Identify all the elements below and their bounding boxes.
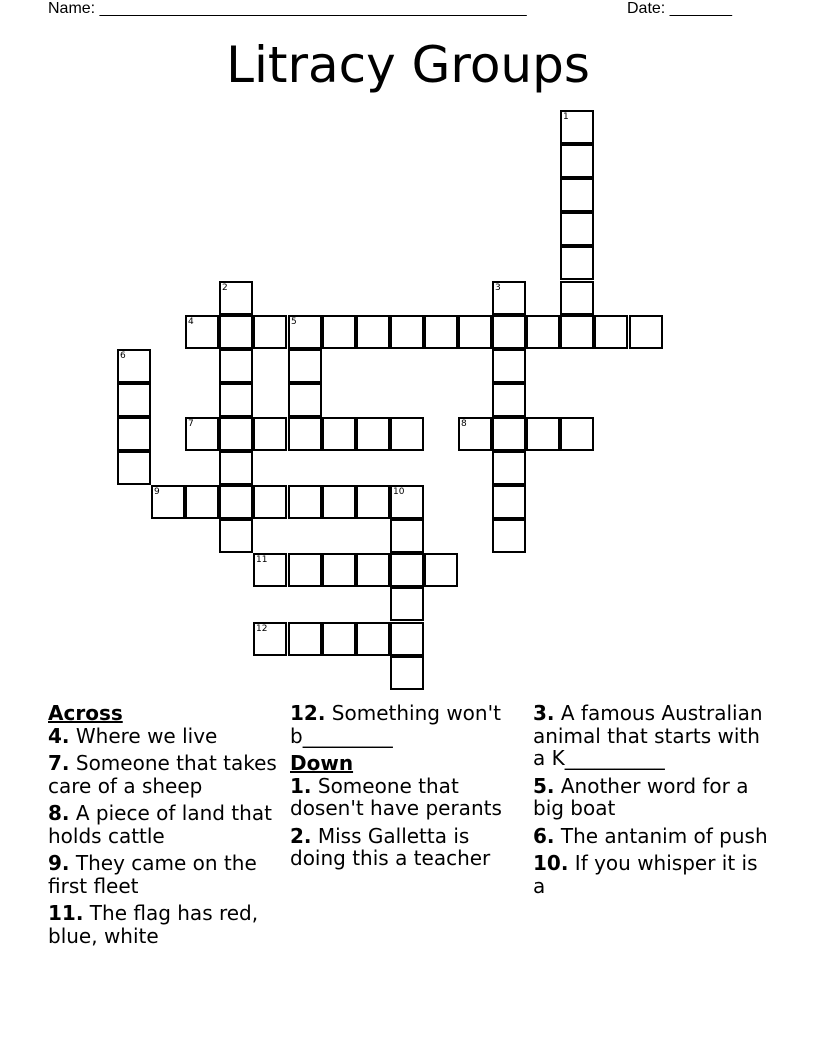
clue-text: Another word for a big boat [533,773,749,820]
crossword-cell[interactable] [492,349,526,383]
cell-number: 2 [222,283,228,293]
clue-number: 5. [533,773,555,798]
crossword-cell[interactable] [253,485,287,519]
clue-number: 8. [48,801,70,825]
crossword-cell[interactable] [117,417,151,451]
clue-item [533,825,769,848]
crossword-cell[interactable] [560,417,594,451]
crossword-cell[interactable] [185,485,219,519]
crossword-cell[interactable] [117,383,151,417]
crossword-cell[interactable] [458,315,492,349]
clue-text: A famous Australian animal that starts with a K__________ [533,701,763,770]
clue-item [48,902,284,947]
clue-text: A piece of land that holds cattle [48,801,272,848]
crossword-cell[interactable] [560,246,594,280]
cell-number: 4 [188,317,194,327]
crossword-cell[interactable] [356,553,390,587]
crossword-cell[interactable] [322,485,356,519]
clue-number: 6. [533,823,555,848]
cell-number: 5 [291,317,297,327]
crossword-cell[interactable] [560,212,594,246]
crossword-cell[interactable] [356,417,390,451]
crossword-cell[interactable] [288,622,322,656]
section-heading-across: Across [48,701,123,725]
clue-number: 4. [48,723,70,748]
crossword-cell[interactable] [492,417,526,451]
crossword-cell[interactable] [253,622,287,656]
crossword-cell[interactable] [492,519,526,553]
crossword-cell[interactable] [560,110,594,144]
crossword-cell[interactable] [322,417,356,451]
crossword-cell[interactable] [219,315,253,349]
clue-text: Miss Galletta is doing this a teacher [290,823,491,870]
crossword-cell[interactable] [288,553,322,587]
crossword-cell[interactable] [356,622,390,656]
crossword-cell[interactable] [560,144,594,178]
crossword-cell[interactable] [560,178,594,212]
cell-number: 8 [461,419,467,429]
clue-number: 9. [48,851,70,875]
cell-number: 9 [154,487,160,497]
crossword-cell[interactable] [117,349,151,383]
cell-number: 10 [393,487,405,497]
crossword-cell[interactable] [526,315,560,349]
clue-text: The antanim of push [554,823,768,848]
crossword-cell[interactable] [492,315,526,349]
name-field[interactable]: Name: ________________________________________________ [48,0,527,17]
clue-number: 3. [533,701,555,725]
clue-text: Someone that takes care of a sheep [48,751,277,798]
cell-number: 7 [188,419,194,429]
crossword-cell[interactable] [390,417,424,451]
crossword-cell[interactable] [492,281,526,315]
crossword-cell[interactable] [560,315,594,349]
crossword-cell[interactable] [390,485,424,519]
clue-text: The flag has red, blue, white [48,901,259,948]
cell-number: 12 [256,624,268,634]
crossword-cell[interactable] [390,315,424,349]
crossword-cell[interactable] [424,315,458,349]
crossword-cell[interactable] [219,383,253,417]
clue-item [48,852,284,897]
clue-item [48,802,284,847]
clue-item [533,702,769,770]
clue-column-2 [290,702,526,875]
clue-number: 10. [533,851,569,875]
date-field[interactable]: Date: _______ [627,0,732,17]
crossword-cell[interactable] [151,485,185,519]
page-title: Litracy Groups [226,36,590,94]
crossword-cell[interactable] [288,417,322,451]
crossword-cell[interactable] [253,417,287,451]
crossword-cell[interactable] [390,553,424,587]
crossword-cell[interactable] [492,485,526,519]
crossword-cell[interactable] [288,315,322,349]
crossword-cell[interactable] [253,553,287,587]
clue-item [290,702,526,747]
crossword-cell[interactable] [390,519,424,553]
crossword-cell[interactable] [288,349,322,383]
cell-number: 3 [495,283,501,293]
crossword-cell[interactable] [560,281,594,315]
crossword-cell[interactable] [424,553,458,587]
crossword-cell[interactable] [492,383,526,417]
crossword-cell[interactable] [288,383,322,417]
clue-text: Where we live [69,723,218,748]
crossword-cell[interactable] [458,417,492,451]
crossword-cell[interactable] [253,315,287,349]
section-heading-down: Down [290,751,354,775]
crossword-cell[interactable] [219,485,253,519]
crossword-cell[interactable] [219,349,253,383]
clue-column-1 [48,702,284,952]
clue-text: Someone that dosen't have perants [290,773,502,820]
clue-item [533,852,769,897]
clue-item [48,725,284,748]
crossword-cell[interactable] [390,656,424,690]
clue-number: 7. [48,751,70,775]
crossword-cell[interactable] [322,622,356,656]
crossword-cell[interactable] [288,485,322,519]
cell-number: 1 [563,112,569,122]
crossword-cell[interactable] [219,281,253,315]
crossword-cell[interactable] [526,417,560,451]
crossword-cell[interactable] [185,417,219,451]
clue-number: 12. [290,701,326,725]
clue-column-3 [533,702,769,902]
clue-number: 2. [290,823,312,848]
clue-item [48,752,284,797]
crossword-cell[interactable] [390,622,424,656]
cell-number: 11 [256,555,268,565]
crossword-cell[interactable] [492,451,526,485]
clue-text: They came on the first fleet [48,851,257,898]
clue-number: 11. [48,901,84,925]
cell-number: 6 [120,351,126,361]
clue-number: 1. [290,773,312,798]
crossword-cell[interactable] [219,451,253,485]
crossword-cell[interactable] [594,315,628,349]
crossword-cell[interactable] [219,519,253,553]
crossword-cell[interactable] [185,315,219,349]
crossword-cell[interactable] [322,553,356,587]
crossword-cell[interactable] [219,417,253,451]
clue-text: If you whisper it is a [533,851,758,898]
crossword-cell[interactable] [322,315,356,349]
clue-text: Something won't b_________ [290,701,501,748]
crossword-cell[interactable] [390,587,424,621]
clue-item [533,775,769,820]
clue-item [290,775,526,820]
crossword-cell[interactable] [356,315,390,349]
crossword-cell[interactable] [117,451,151,485]
crossword-cell[interactable] [629,315,663,349]
crossword-cell[interactable] [356,485,390,519]
clue-item [290,825,526,870]
